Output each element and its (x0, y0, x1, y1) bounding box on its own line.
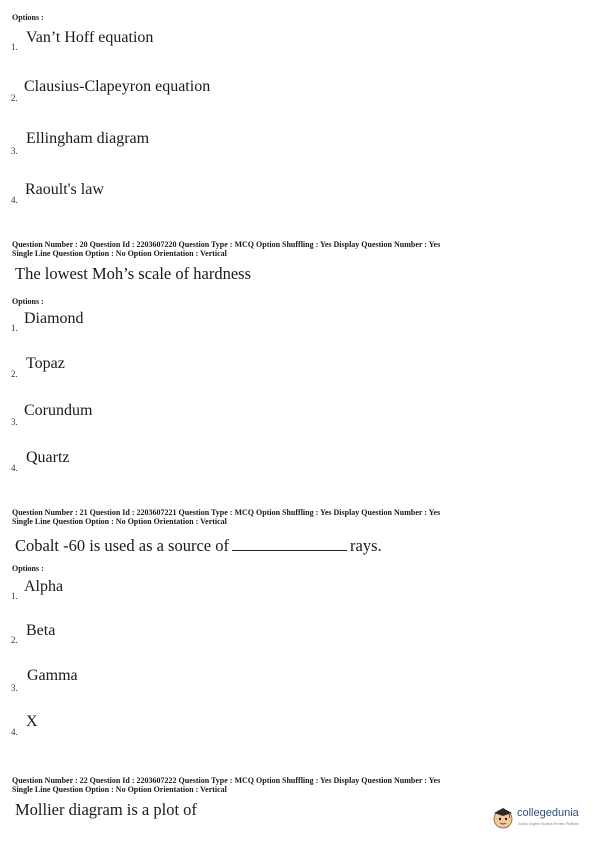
question-meta: Question Number : 21 Question Id : 2203607221 Question Type : MCQ Option Shuffling : Yes Display Question Number : Yes (12, 508, 441, 517)
option-text: Clausius-Clapeyron equation (24, 78, 211, 95)
option-number: 3. (11, 417, 18, 427)
question-meta: Question Number : 22 Question Id : 2203607222 Question Type : MCQ Option Shuffling : Yes Display Question Number : Yes (12, 776, 441, 785)
question-text: The lowest Moh’s scale of hardness (15, 264, 251, 283)
option-number: 2. (11, 93, 18, 103)
question-text: Mollier diagram is a plot of (15, 800, 197, 819)
logo-name: collegedunia (517, 807, 579, 819)
option-text: Raoult's law (25, 181, 104, 198)
option-text: Quartz (26, 449, 70, 466)
question-text-after: rays. (350, 536, 382, 555)
option-number: 4. (11, 195, 18, 205)
option-text: Beta (26, 622, 56, 639)
option-number: 4. (11, 463, 18, 473)
option-text: Alpha (24, 578, 64, 595)
option-number: 1. (11, 591, 18, 601)
option-number: 1. (11, 42, 18, 52)
question-meta: Question Number : 20 Question Id : 2203607220 Question Type : MCQ Option Shuffling : Yes Display Question Number : Yes (12, 240, 441, 249)
answer-blank (232, 538, 347, 551)
option-number: 3. (11, 683, 18, 693)
option-text: Gamma (27, 667, 78, 684)
option-number: 2. (11, 635, 18, 645)
option-number: 2. (11, 369, 18, 379)
question-meta: Single Line Question Option : No Option Orientation : Vertical (12, 785, 227, 794)
option-number: 1. (11, 323, 18, 333)
option-number: 3. (11, 146, 18, 156)
option-number: 4. (11, 727, 18, 737)
question-text (15, 536, 382, 556)
option-text: Topaz (26, 355, 65, 372)
options-label: Options : (12, 13, 44, 22)
option-text: Diamond (24, 310, 84, 327)
options-label: Options : (12, 564, 44, 573)
option-text: X (26, 713, 38, 730)
options-label: Options : (12, 297, 44, 306)
question-meta: Single Line Question Option : No Option Orientation : Vertical (12, 249, 227, 258)
question-text-before: Cobalt -60 is used as a source of (15, 536, 229, 555)
student-mascot-icon (491, 804, 515, 830)
question-meta: Single Line Question Option : No Option Orientation : Vertical (12, 517, 227, 526)
option-text: Van’t Hoff equation (26, 29, 154, 46)
logo-tagline: India's largest Student Review Platform (518, 822, 579, 826)
option-text: Ellingham diagram (26, 130, 150, 147)
collegedunia-logo (491, 801, 591, 835)
option-text: Corundum (24, 402, 93, 419)
